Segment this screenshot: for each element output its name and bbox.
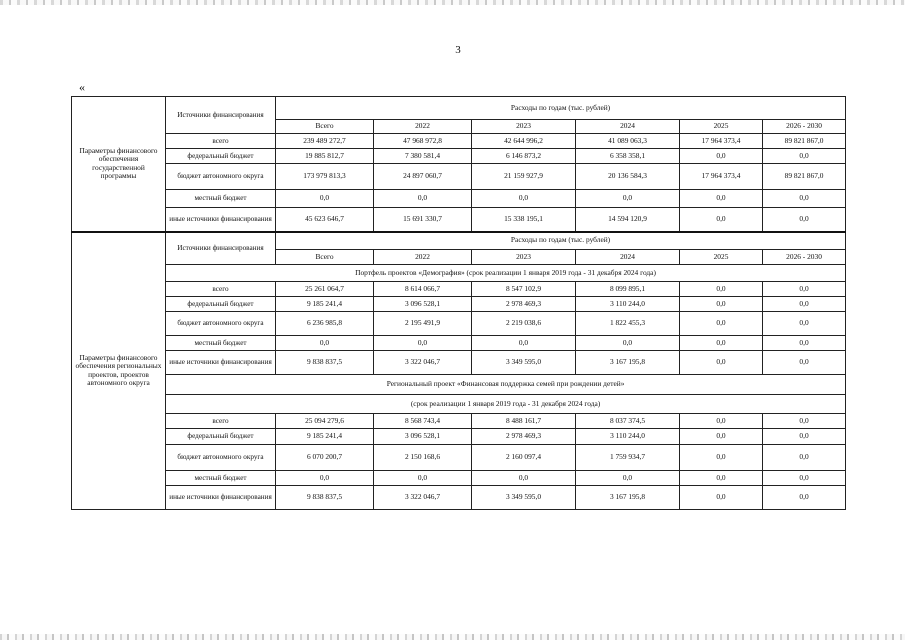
value-cell: 0,0 bbox=[763, 190, 846, 208]
value-cell: 2 150 168,6 bbox=[374, 445, 472, 471]
value-cell: 0,0 bbox=[680, 149, 763, 164]
value-cell: 0,0 bbox=[576, 336, 680, 351]
value-cell: 0,0 bbox=[680, 486, 763, 510]
value-cell: 0,0 bbox=[763, 297, 846, 312]
table-row bbox=[72, 208, 846, 232]
expenses-header: Расходы по годам (тыс. рублей) bbox=[276, 232, 846, 250]
table-row bbox=[72, 471, 846, 486]
value-cell: 0,0 bbox=[680, 445, 763, 471]
value-cell: 0,0 bbox=[472, 336, 576, 351]
value-cell: 0,0 bbox=[680, 336, 763, 351]
value-cell: 3 096 528,1 bbox=[374, 429, 472, 445]
table-row bbox=[72, 336, 846, 351]
table-row bbox=[72, 414, 846, 429]
value-cell: 0,0 bbox=[763, 471, 846, 486]
col-header-2022: 2022 bbox=[374, 250, 472, 265]
value-cell: 9 838 837,5 bbox=[276, 486, 374, 510]
value-cell: 9 838 837,5 bbox=[276, 351, 374, 375]
value-cell: 6 236 985,8 bbox=[276, 312, 374, 336]
value-cell: 3 322 046,7 bbox=[374, 351, 472, 375]
value-cell: 17 964 373,4 bbox=[680, 164, 763, 190]
value-cell: 0,0 bbox=[472, 190, 576, 208]
value-cell: 0,0 bbox=[763, 149, 846, 164]
value-cell: 25 094 279,6 bbox=[276, 414, 374, 429]
value-cell: 0,0 bbox=[763, 351, 846, 375]
value-cell: 6 070 200,7 bbox=[276, 445, 374, 471]
table-row bbox=[72, 297, 846, 312]
source-label: бюджет автономного округа bbox=[166, 312, 276, 336]
value-cell: 0,0 bbox=[763, 208, 846, 232]
value-cell: 239 489 272,7 bbox=[276, 134, 374, 149]
value-cell: 2 978 469,3 bbox=[472, 297, 576, 312]
value-cell: 15 338 195,1 bbox=[472, 208, 576, 232]
value-cell: 0,0 bbox=[680, 429, 763, 445]
project-title: Региональный проект «Финансовая поддержка семей при рождении детей» bbox=[166, 375, 846, 395]
value-cell: 14 594 120,9 bbox=[576, 208, 680, 232]
value-cell: 8 037 374,5 bbox=[576, 414, 680, 429]
col-header-2025: 2025 bbox=[680, 120, 763, 134]
project-period: (срок реализации 1 января 2019 года - 31 декабря 2024 года) bbox=[166, 395, 846, 414]
value-cell: 0,0 bbox=[763, 282, 846, 297]
value-cell: 17 964 373,4 bbox=[680, 134, 763, 149]
value-cell: 0,0 bbox=[680, 190, 763, 208]
col-header-2026-2030: 2026 - 2030 bbox=[763, 120, 846, 134]
table-row bbox=[72, 445, 846, 471]
value-cell: 20 136 584,3 bbox=[576, 164, 680, 190]
col-header-2025: 2025 bbox=[680, 250, 763, 265]
value-cell: 3 096 528,1 bbox=[374, 297, 472, 312]
table-row bbox=[72, 312, 846, 336]
value-cell: 2 195 491,9 bbox=[374, 312, 472, 336]
value-cell: 0,0 bbox=[576, 190, 680, 208]
col-header-2026-2030: 2026 - 2030 bbox=[763, 250, 846, 265]
value-cell: 1 822 455,3 bbox=[576, 312, 680, 336]
value-cell: 0,0 bbox=[763, 486, 846, 510]
expenses-header: Расходы по годам (тыс. рублей) bbox=[276, 97, 846, 120]
value-cell: 0,0 bbox=[763, 336, 846, 351]
source-label: местный бюджет bbox=[166, 336, 276, 351]
value-cell: 9 185 241,4 bbox=[276, 297, 374, 312]
value-cell: 3 167 195,8 bbox=[576, 351, 680, 375]
value-cell: 0,0 bbox=[374, 190, 472, 208]
portfolio-title: Портфель проектов «Демография» (срок реализации 1 января 2019 года - 31 декабря 2024 года) bbox=[166, 265, 846, 282]
value-cell: 0,0 bbox=[763, 312, 846, 336]
value-cell: 8 547 102,9 bbox=[472, 282, 576, 297]
value-cell: 3 167 195,8 bbox=[576, 486, 680, 510]
value-cell: 0,0 bbox=[276, 336, 374, 351]
value-cell: 0,0 bbox=[680, 282, 763, 297]
col-header-total: Всего bbox=[276, 120, 374, 134]
value-cell: 0,0 bbox=[276, 190, 374, 208]
page-number: 3 bbox=[455, 44, 461, 56]
value-cell: 89 821 867,0 bbox=[763, 134, 846, 149]
col-header-2023: 2023 bbox=[472, 120, 576, 134]
source-label: бюджет автономного округа bbox=[166, 164, 276, 190]
value-cell: 9 185 241,4 bbox=[276, 429, 374, 445]
value-cell: 0,0 bbox=[374, 471, 472, 486]
value-cell: 41 089 063,3 bbox=[576, 134, 680, 149]
col-header-2023: 2023 bbox=[472, 250, 576, 265]
value-cell: 0,0 bbox=[276, 471, 374, 486]
col-header-2024: 2024 bbox=[576, 250, 680, 265]
value-cell: 0,0 bbox=[576, 471, 680, 486]
source-label: всего bbox=[166, 414, 276, 429]
value-cell: 89 821 867,0 bbox=[763, 164, 846, 190]
source-label: всего bbox=[166, 134, 276, 149]
source-label: иные источники финансирования bbox=[166, 351, 276, 375]
value-cell: 21 159 927,9 bbox=[472, 164, 576, 190]
value-cell: 7 380 581,4 bbox=[374, 149, 472, 164]
opening-quote: « bbox=[79, 80, 85, 94]
table-row bbox=[72, 134, 846, 149]
value-cell: 0,0 bbox=[680, 471, 763, 486]
table-row bbox=[72, 164, 846, 190]
table-row bbox=[72, 486, 846, 510]
value-cell: 3 110 244,0 bbox=[576, 429, 680, 445]
source-label: федеральный бюджет bbox=[166, 149, 276, 164]
value-cell: 45 623 646,7 bbox=[276, 208, 374, 232]
source-label: местный бюджет bbox=[166, 471, 276, 486]
source-label: бюджет автономного округа bbox=[166, 445, 276, 471]
param-label-state-program: Параметры финансового обеспечения государственной программы bbox=[72, 97, 166, 232]
value-cell: 0,0 bbox=[374, 336, 472, 351]
value-cell: 8 614 066,7 bbox=[374, 282, 472, 297]
value-cell: 0,0 bbox=[680, 414, 763, 429]
value-cell: 0,0 bbox=[763, 414, 846, 429]
source-label: федеральный бюджет bbox=[166, 297, 276, 312]
value-cell: 0,0 bbox=[680, 351, 763, 375]
value-cell: 173 979 813,3 bbox=[276, 164, 374, 190]
value-cell: 0,0 bbox=[763, 429, 846, 445]
source-label: федеральный бюджет bbox=[166, 429, 276, 445]
value-cell: 0,0 bbox=[472, 471, 576, 486]
table-row bbox=[72, 190, 846, 208]
value-cell: 24 897 060,7 bbox=[374, 164, 472, 190]
table-row bbox=[72, 282, 846, 297]
table-row bbox=[72, 149, 846, 164]
value-cell: 15 691 330,7 bbox=[374, 208, 472, 232]
col-header-2022: 2022 bbox=[374, 120, 472, 134]
value-cell: 6 358 358,1 bbox=[576, 149, 680, 164]
source-label: иные источники финансирования bbox=[166, 208, 276, 232]
value-cell: 8 568 743,4 bbox=[374, 414, 472, 429]
scan-edge-bottom bbox=[0, 634, 905, 640]
value-cell: 3 110 244,0 bbox=[576, 297, 680, 312]
sources-header: Источники финансирования bbox=[166, 97, 276, 134]
scan-edge-top bbox=[0, 0, 905, 5]
value-cell: 3 349 595,0 bbox=[472, 486, 576, 510]
value-cell: 3 322 046,7 bbox=[374, 486, 472, 510]
value-cell: 6 146 873,2 bbox=[472, 149, 576, 164]
value-cell: 25 261 064,7 bbox=[276, 282, 374, 297]
value-cell: 1 759 934,7 bbox=[576, 445, 680, 471]
value-cell: 8 099 895,1 bbox=[576, 282, 680, 297]
col-header-2024: 2024 bbox=[576, 120, 680, 134]
value-cell: 19 885 812,7 bbox=[276, 149, 374, 164]
value-cell: 3 349 595,0 bbox=[472, 351, 576, 375]
param-label-regional-projects: Параметры финансового обеспечения региональных проектов, проектов автономного округа bbox=[72, 232, 166, 510]
value-cell: 0,0 bbox=[680, 312, 763, 336]
source-label: всего bbox=[166, 282, 276, 297]
col-header-total: Всего bbox=[276, 250, 374, 265]
value-cell: 0,0 bbox=[763, 445, 846, 471]
financing-table bbox=[71, 96, 846, 510]
value-cell: 8 488 161,7 bbox=[472, 414, 576, 429]
source-label: иные источники финансирования bbox=[166, 486, 276, 510]
value-cell: 0,0 bbox=[680, 297, 763, 312]
source-label: местный бюджет bbox=[166, 190, 276, 208]
table-row bbox=[72, 351, 846, 375]
value-cell: 2 978 469,3 bbox=[472, 429, 576, 445]
value-cell: 47 968 972,8 bbox=[374, 134, 472, 149]
value-cell: 0,0 bbox=[680, 208, 763, 232]
value-cell: 2 219 038,6 bbox=[472, 312, 576, 336]
sources-header: Источники финансирования bbox=[166, 232, 276, 265]
value-cell: 2 160 097,4 bbox=[472, 445, 576, 471]
table-row bbox=[72, 429, 846, 445]
value-cell: 42 644 996,2 bbox=[472, 134, 576, 149]
